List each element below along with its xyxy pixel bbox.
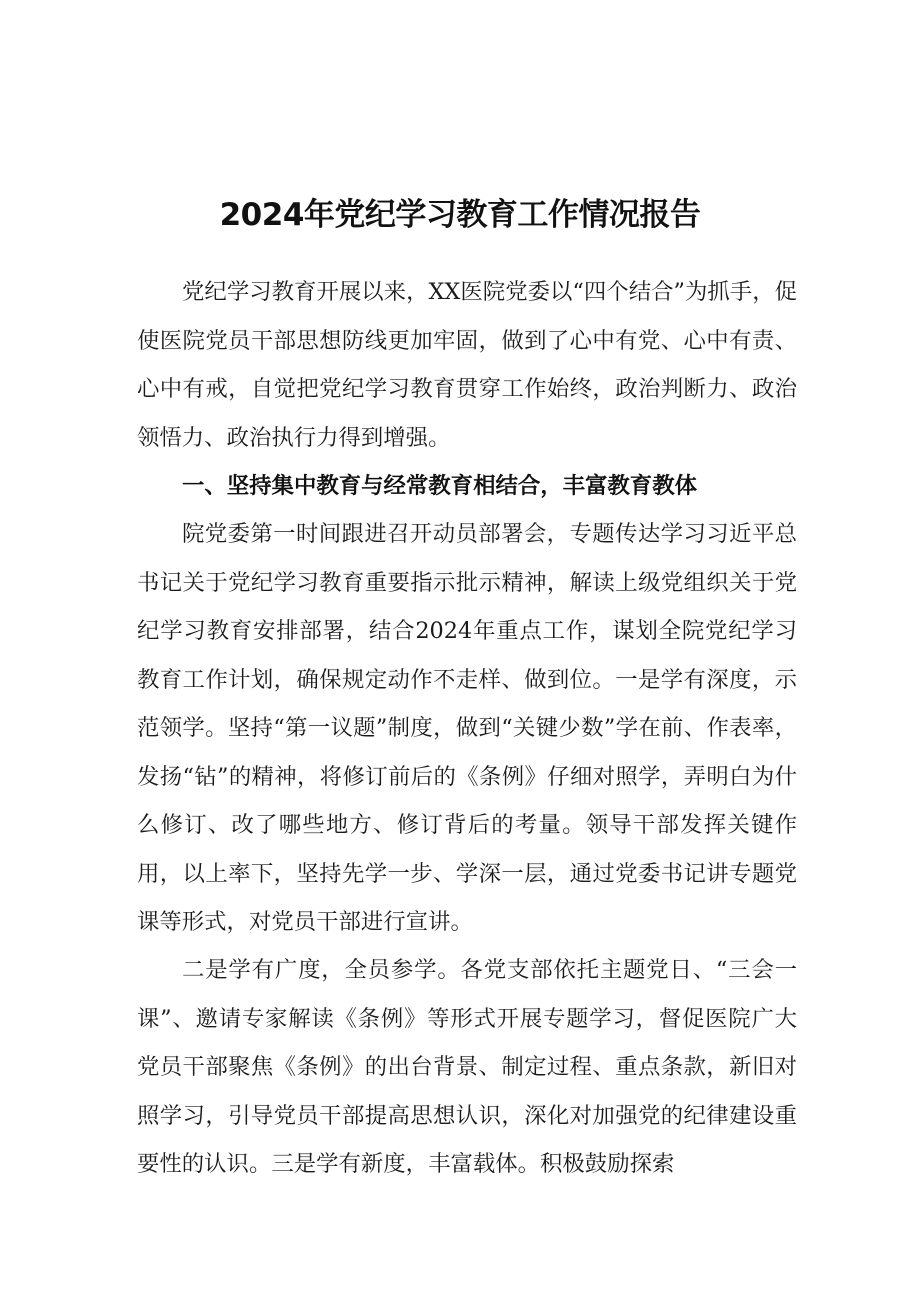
intro-paragraph: 党纪学习教育开展以来，XX医院党委以“四个结合”为抓手，促使医院党员干部思想防线更加牢固，做到了心中有党、心中有责、心中有戒，自觉把党纪学习教育贯穿工作始终，政治判断力、政治领悟力、政治执行力得到增强。 bbox=[137, 279, 797, 451]
body-paragraph: 院党委第一时间跟进召开动员部署会，专题传达学习习近平总书记关于党纪学习教育重要指示批示精神，解读上级党组织关于党纪学习教育安排部署，结合2024年重点工作，谋划全院党纪学习教育工作计划，确保规定动作不走样、做到位。一是学有深度，示范领学。坚持“第一议题”制度，做到“关键少数”学在前、作表率，发扬“钻”的精神，将修订前后的《条例》仔细对照学，弄明白为什么修订、改了哪些地方、修订背后的考量。领导干部发挥关键作用，以上率下，坚持先学一步、学深一层，通过党委书记讲专题党课等形式，对党员干部进行宣讲。 bbox=[137, 521, 797, 935]
document-title: 2024年党纪学习教育工作情况报告 bbox=[219, 196, 701, 233]
body-paragraph: 二是学有广度，全员参学。各党支部依托主题党日、“三会一课”、邀请专家解读《条例》等形式开展专题学习，督促医院广大党员干部聚焦《条例》的出台背景、制定过程、重点条款，新旧对照学习，引导党员干部提高思想认识，深化对加强党的纪律建设重要性的认识。三是学有新度，丰富载体。积极鼓励探索 bbox=[137, 957, 797, 1177]
section-heading: 一、坚持集中教育与经常教育相结合，丰富教育教体 bbox=[182, 473, 697, 499]
